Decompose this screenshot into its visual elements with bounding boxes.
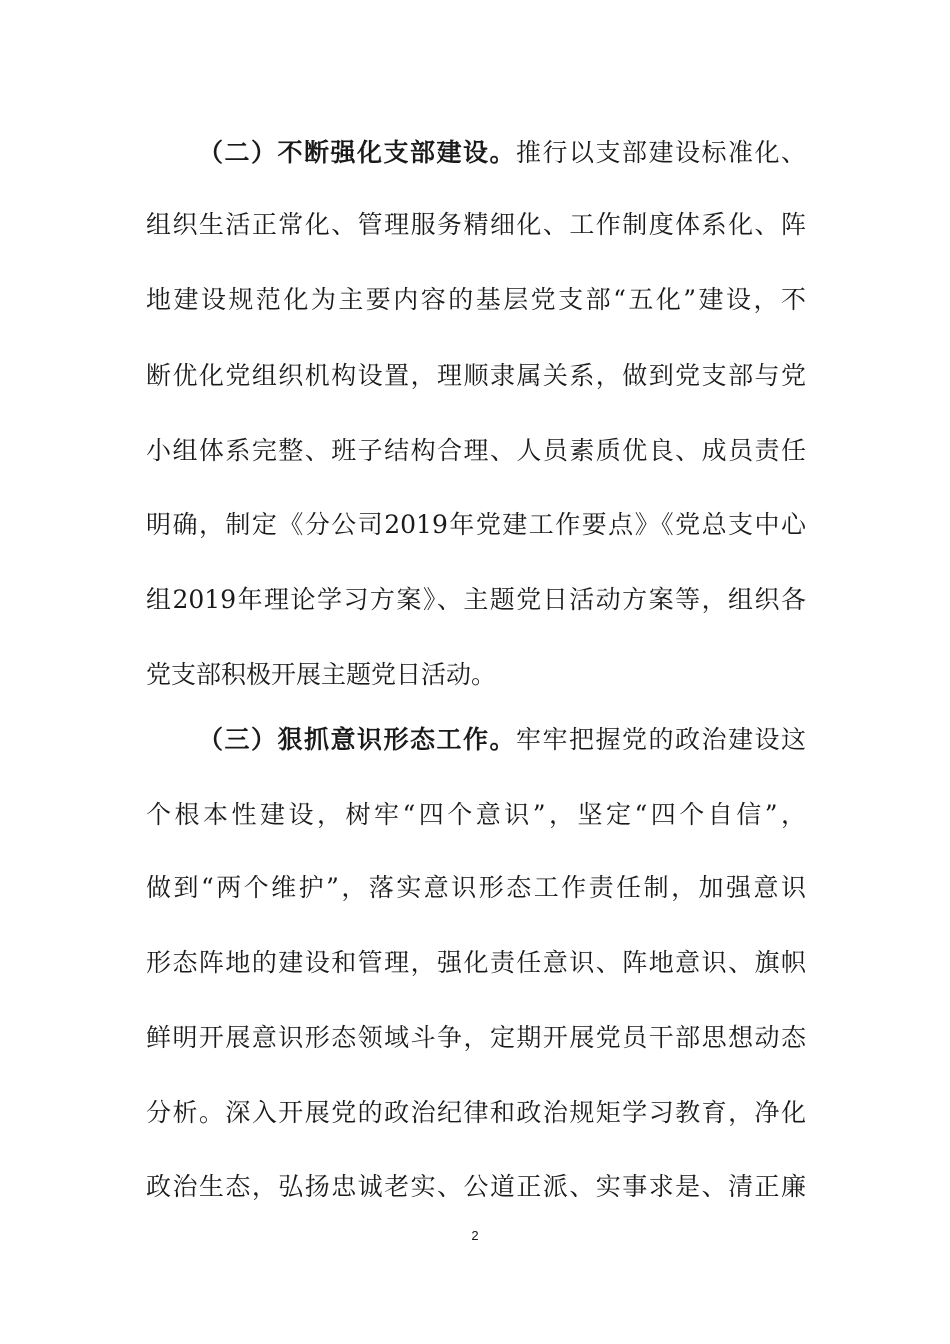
paragraph-line: 形态阵地的建设和管理，强化责任意识、阵地意识、旗帜: [146, 948, 806, 977]
paragraph-line: [198, 133, 806, 173]
section-heading: （二）不断强化支部建设。: [198, 138, 516, 167]
section-heading: （三）狠抓意识形态工作。: [198, 725, 516, 754]
page-number: 2: [471, 1228, 479, 1243]
paragraph-line: 个根本性建设，树牢“四个意识”，坚定“四个自信”，: [146, 800, 806, 829]
paragraph-text: 牢牢把握党的政治建设这: [515, 725, 806, 754]
paragraph-line: 小组体系完整、班子结构合理、人员素质优良、成员责任: [146, 436, 806, 465]
paragraph-line: 分析。深入开展党的政治纪律和政治规矩学习教育，净化: [146, 1098, 806, 1127]
paragraph-line: 做到“两个维护”，落实意识形态工作责任制，加强意识: [146, 873, 806, 902]
paragraph-line: 明确，制定《分公司2019年党建工作要点》《党总支中心: [146, 510, 806, 539]
paragraph-text: 推行以支部建设标准化、: [515, 138, 806, 167]
paragraph-line: 政治生态，弘扬忠诚老实、公道正派、实事求是、清正廉: [146, 1172, 806, 1201]
paragraph-line: 断优化党组织机构设置，理顺隶属关系，做到党支部与党: [146, 361, 806, 390]
paragraph-line: [198, 720, 806, 760]
paragraph-line: 党支部积极开展主题党日活动。: [146, 660, 497, 689]
paragraph-line: 地建设规范化为主要内容的基层党支部“五化”建设，不: [146, 285, 806, 314]
paragraph-line: 鲜明开展意识形态领域斗争，定期开展党员干部思想动态: [146, 1023, 806, 1052]
paragraph-line: 组织生活正常化、管理服务精细化、工作制度体系化、阵: [146, 210, 806, 239]
paragraph-line: 组2019年理论学习方案》、主题党日活动方案等，组织各: [146, 585, 806, 614]
